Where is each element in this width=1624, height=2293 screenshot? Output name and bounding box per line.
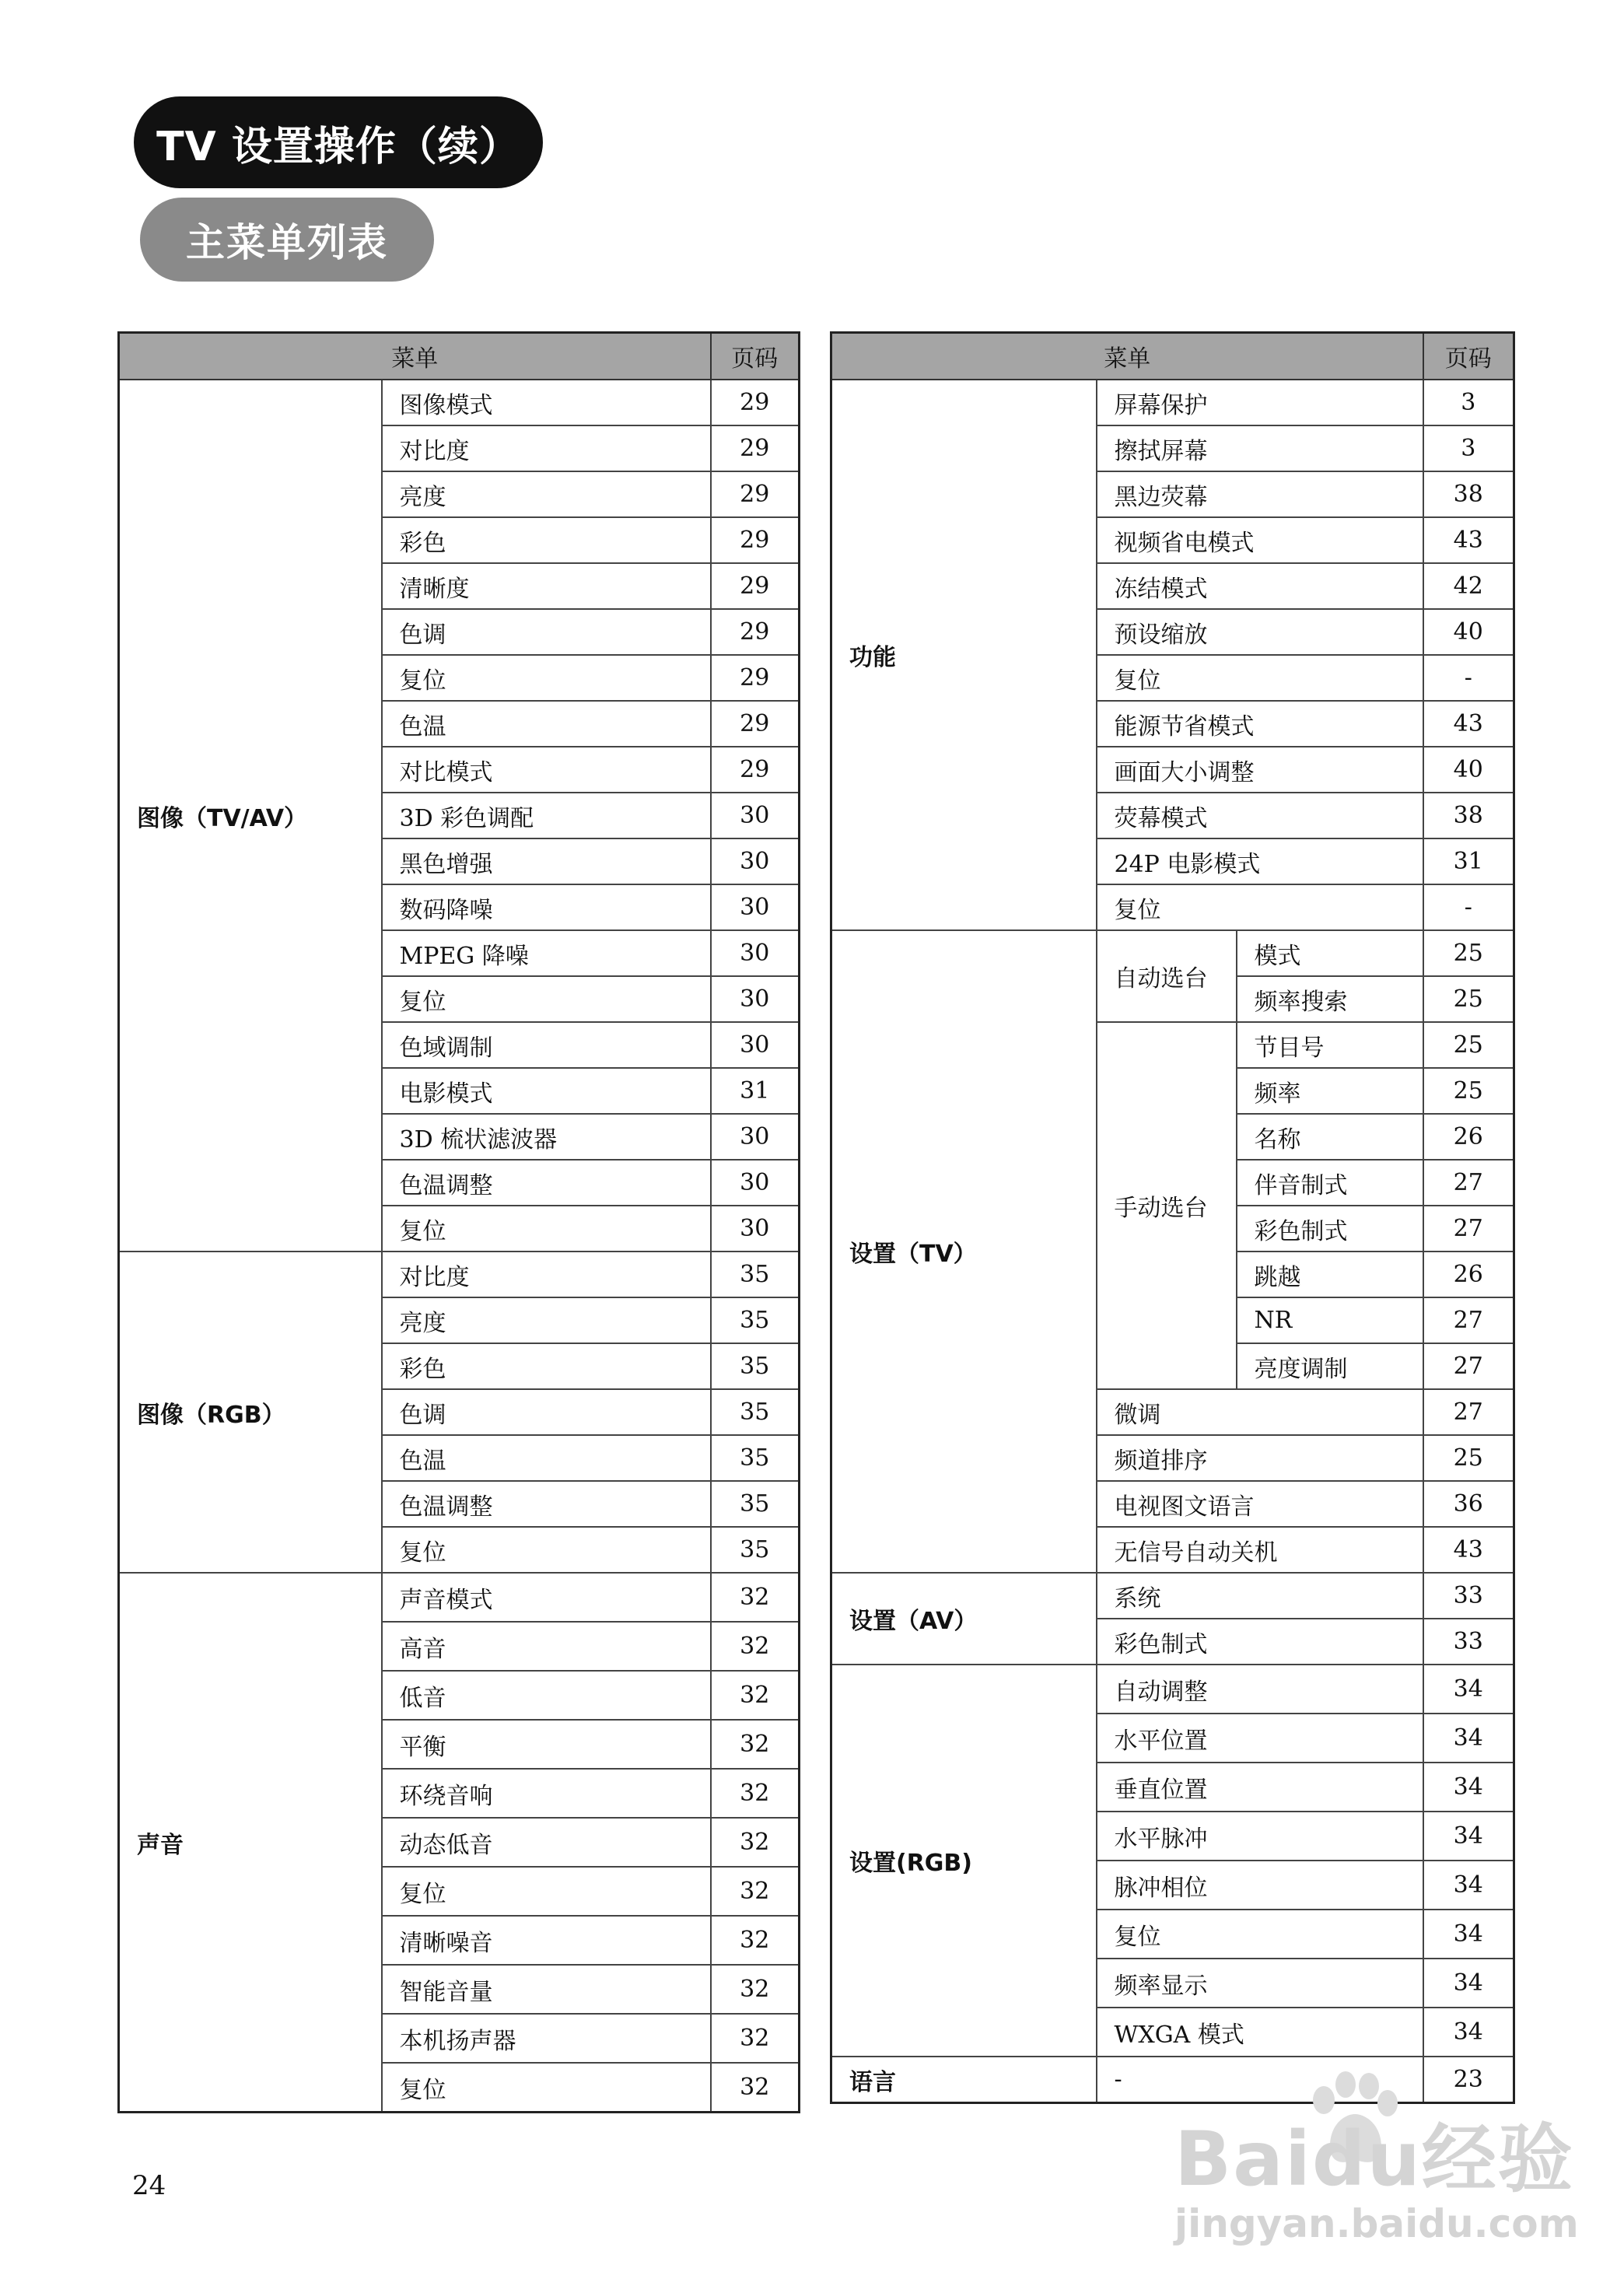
menu-item-label: 能源节省模式	[1097, 701, 1423, 747]
page-ref: -	[1423, 884, 1514, 930]
page-ref: 38	[1423, 471, 1514, 517]
page-ref: 30	[711, 838, 800, 884]
page-ref: 32	[711, 1916, 800, 1965]
menu-item-label: 声音模式	[382, 1573, 711, 1622]
page-ref: 31	[711, 1068, 800, 1114]
submenu-label: 自动选台	[1097, 930, 1237, 1022]
menu-item-label: 清晰噪音	[382, 1916, 711, 1965]
page-ref: 32	[711, 1671, 800, 1720]
menu-group-label: 声音	[119, 1573, 382, 2113]
page-ref: 30	[711, 976, 800, 1022]
page-ref: 26	[1423, 1252, 1514, 1297]
page-number: 24	[132, 2170, 166, 2201]
menu-item-label: 彩色	[382, 517, 711, 563]
page-ref: 35	[711, 1389, 800, 1435]
page-column-header: 页码	[711, 333, 800, 380]
page-ref: 32	[711, 1965, 800, 2014]
page-ref: 3	[1423, 380, 1514, 425]
menu-item-label: 水平位置	[1097, 1714, 1423, 1763]
menu-item-label: 频道排序	[1097, 1435, 1423, 1481]
menu-item-label: 亮度	[382, 1297, 711, 1343]
menu-group-label: 设置（AV）	[831, 1573, 1097, 1665]
menu-item-label: 荧幕模式	[1097, 793, 1423, 838]
page-ref: 34	[1423, 1910, 1514, 1959]
page-ref: 35	[711, 1481, 800, 1527]
menu-item-label: 亮度	[382, 471, 711, 517]
page-ref: 23	[1423, 2057, 1514, 2103]
menu-item-label: 数码降噪	[382, 884, 711, 930]
menu-item-label: 垂直位置	[1097, 1763, 1423, 1812]
menu-item-label: 频率搜索	[1237, 976, 1423, 1022]
menu-item-label: 环绕音响	[382, 1769, 711, 1818]
menu-item-label: 脉冲相位	[1097, 1861, 1423, 1910]
page-ref: 32	[711, 1622, 800, 1671]
page-ref: 43	[1423, 1527, 1514, 1573]
menu-item-label: 黑色增强	[382, 838, 711, 884]
menu-column-header: 菜单	[831, 333, 1423, 380]
menu-item-label: 自动调整	[1097, 1665, 1423, 1714]
page-ref: 25	[1423, 1022, 1514, 1068]
menu-item-label: 对比模式	[382, 747, 711, 793]
page-ref: 32	[711, 2014, 800, 2063]
menu-item-label: 复位	[1097, 655, 1423, 701]
page-ref: 43	[1423, 701, 1514, 747]
menu-item-label: 3D 彩色调配	[382, 793, 711, 838]
menu-item-label: 复位	[382, 1867, 711, 1916]
menu-item-label: 色调	[382, 1389, 711, 1435]
page-ref: 33	[1423, 1573, 1514, 1619]
table-row	[831, 930, 1514, 976]
menu-item-label: 复位	[1097, 884, 1423, 930]
page-ref: 29	[711, 701, 800, 747]
page-ref: 32	[711, 1573, 800, 1622]
menu-item-label: 系统	[1097, 1573, 1423, 1619]
page-ref: 30	[711, 1022, 800, 1068]
menu-item-label: 智能音量	[382, 1965, 711, 2014]
page-ref: 34	[1423, 1959, 1514, 2008]
page-ref: 35	[711, 1297, 800, 1343]
page-ref: 25	[1423, 976, 1514, 1022]
menu-group-label: 语言	[831, 2057, 1097, 2103]
section-title: TV 设置操作（续）	[134, 96, 543, 188]
page-ref: 42	[1423, 563, 1514, 609]
page-ref: 3	[1423, 425, 1514, 471]
page-ref: 30	[711, 930, 800, 976]
page-ref: 34	[1423, 1665, 1514, 1714]
menu-group-label: 图像（RGB）	[119, 1252, 382, 1573]
menu-item-label: 复位	[382, 2063, 711, 2113]
menu-item-label: 彩色制式	[1237, 1206, 1423, 1252]
page-ref: 34	[1423, 1763, 1514, 1812]
page-ref: 43	[1423, 517, 1514, 563]
page-ref: 35	[711, 1435, 800, 1481]
page-ref: 35	[711, 1343, 800, 1389]
menu-item-label: 复位	[382, 1527, 711, 1573]
page-ref: 35	[711, 1252, 800, 1297]
table-row	[119, 1252, 800, 1297]
watermark-brand: Baidu经验	[1174, 2116, 1574, 2203]
menu-item-label: 频率显示	[1097, 1959, 1423, 2008]
menu-item-label: 色温调整	[382, 1481, 711, 1527]
menu-item-label: 模式	[1237, 930, 1423, 976]
page-ref: -	[1423, 655, 1514, 701]
page-ref: 29	[711, 471, 800, 517]
menu-item-label: 平衡	[382, 1720, 711, 1769]
menu-item-label: MPEG 降噪	[382, 930, 711, 976]
menu-item-label: 动态低音	[382, 1818, 711, 1867]
page-ref: 34	[1423, 1812, 1514, 1861]
menu-item-label: 对比度	[382, 425, 711, 471]
menu-item-label: 3D 梳状滤波器	[382, 1114, 711, 1160]
page-ref: 25	[1423, 930, 1514, 976]
menu-item-label: 对比度	[382, 1252, 711, 1297]
page-ref: 33	[1423, 1619, 1514, 1665]
table-header-row	[831, 333, 1514, 380]
menu-item-label: 色域调制	[382, 1022, 711, 1068]
page-ref: 34	[1423, 1861, 1514, 1910]
page-column-header: 页码	[1423, 333, 1514, 380]
watermark	[1143, 2069, 1579, 2256]
table-header-row	[119, 333, 800, 380]
menu-item-label: 黑边荧幕	[1097, 471, 1423, 517]
page-ref: 29	[711, 425, 800, 471]
menu-table-right	[830, 331, 1515, 2104]
menu-item-label: 电视图文语言	[1097, 1481, 1423, 1527]
page-ref: 40	[1423, 609, 1514, 655]
menu-item-label: 电影模式	[382, 1068, 711, 1114]
page-ref: 35	[711, 1527, 800, 1573]
menu-item-label: NR	[1237, 1297, 1423, 1343]
menu-item-label: WXGA 模式	[1097, 2008, 1423, 2057]
page-ref: 30	[711, 793, 800, 838]
menu-item-label: 屏幕保护	[1097, 380, 1423, 425]
menu-item-label: 彩色制式	[1097, 1619, 1423, 1665]
table-row	[831, 1573, 1514, 1619]
menu-item-label: 复位	[382, 976, 711, 1022]
subsection-title: 主菜单列表	[140, 198, 434, 282]
menu-item-label: 水平脉冲	[1097, 1812, 1423, 1861]
menu-item-label: 复位	[382, 655, 711, 701]
page-ref: 32	[711, 1867, 800, 1916]
menu-item-label: 微调	[1097, 1389, 1423, 1435]
menu-item-label: 冻结模式	[1097, 563, 1423, 609]
menu-item-label: 色温	[382, 1435, 711, 1481]
menu-item-label: 彩色	[382, 1343, 711, 1389]
menu-item-label: 低音	[382, 1671, 711, 1720]
menu-item-label: 视频省电模式	[1097, 517, 1423, 563]
menu-column-header: 菜单	[119, 333, 711, 380]
page-ref: 29	[711, 517, 800, 563]
table-row	[119, 1573, 800, 1622]
page-ref: 32	[711, 1720, 800, 1769]
page-ref: 40	[1423, 747, 1514, 793]
page-ref: 29	[711, 380, 800, 425]
menu-group-label: 设置(RGB)	[831, 1665, 1097, 2057]
menu-table-left	[117, 331, 800, 2113]
page-ref: 27	[1423, 1297, 1514, 1343]
page-ref: 29	[711, 609, 800, 655]
menu-item-label: 复位	[382, 1206, 711, 1252]
menu-item-label: 清晰度	[382, 563, 711, 609]
page-ref: 29	[711, 747, 800, 793]
watermark-url: jingyan.baidu.com	[1174, 2201, 1579, 2246]
submenu-label: 手动选台	[1097, 1022, 1237, 1389]
menu-item-label: 本机扬声器	[382, 2014, 711, 2063]
page-ref: 32	[711, 1769, 800, 1818]
page-ref: 34	[1423, 2008, 1514, 2057]
page-ref: 27	[1423, 1160, 1514, 1206]
page-ref: 25	[1423, 1068, 1514, 1114]
menu-group-label: 图像（TV/AV）	[119, 380, 382, 1252]
menu-item-label: 无信号自动关机	[1097, 1527, 1423, 1573]
menu-item-label: 跳越	[1237, 1252, 1423, 1297]
menu-item-label: 色温调整	[382, 1160, 711, 1206]
menu-item-label: 色调	[382, 609, 711, 655]
page-ref: 30	[711, 1160, 800, 1206]
menu-item-label: 亮度调制	[1237, 1343, 1423, 1389]
page-ref: 26	[1423, 1114, 1514, 1160]
page-ref: 32	[711, 1818, 800, 1867]
page-ref: 27	[1423, 1206, 1514, 1252]
menu-item-label: 擦拭屏幕	[1097, 425, 1423, 471]
menu-item-label: 复位	[1097, 1910, 1423, 1959]
page-ref: 32	[711, 2063, 800, 2113]
table-row	[119, 380, 800, 425]
table-row	[831, 1665, 1514, 1714]
page-ref: 25	[1423, 1435, 1514, 1481]
page-ref: 34	[1423, 1714, 1514, 1763]
menu-item-label: 名称	[1237, 1114, 1423, 1160]
menu-item-label: 色温	[382, 701, 711, 747]
page-ref: 36	[1423, 1481, 1514, 1527]
page-ref: 29	[711, 655, 800, 701]
menu-item-label: -	[1097, 2057, 1423, 2103]
menu-item-label: 节目号	[1237, 1022, 1423, 1068]
page-ref: 30	[711, 1114, 800, 1160]
menu-item-label: 伴音制式	[1237, 1160, 1423, 1206]
table-row	[831, 380, 1514, 425]
menu-item-label: 图像模式	[382, 380, 711, 425]
page-ref: 27	[1423, 1389, 1514, 1435]
page-ref: 31	[1423, 838, 1514, 884]
menu-item-label: 频率	[1237, 1068, 1423, 1114]
menu-item-label: 高音	[382, 1622, 711, 1671]
page-ref: 38	[1423, 793, 1514, 838]
menu-group-label: 设置（TV）	[831, 930, 1097, 1573]
page-ref: 27	[1423, 1343, 1514, 1389]
menu-item-label: 预设缩放	[1097, 609, 1423, 655]
menu-group-label: 功能	[831, 380, 1097, 930]
page-ref: 30	[711, 1206, 800, 1252]
page-ref: 29	[711, 563, 800, 609]
page-ref: 30	[711, 884, 800, 930]
menu-item-label: 画面大小调整	[1097, 747, 1423, 793]
menu-item-label: 24P 电影模式	[1097, 838, 1423, 884]
